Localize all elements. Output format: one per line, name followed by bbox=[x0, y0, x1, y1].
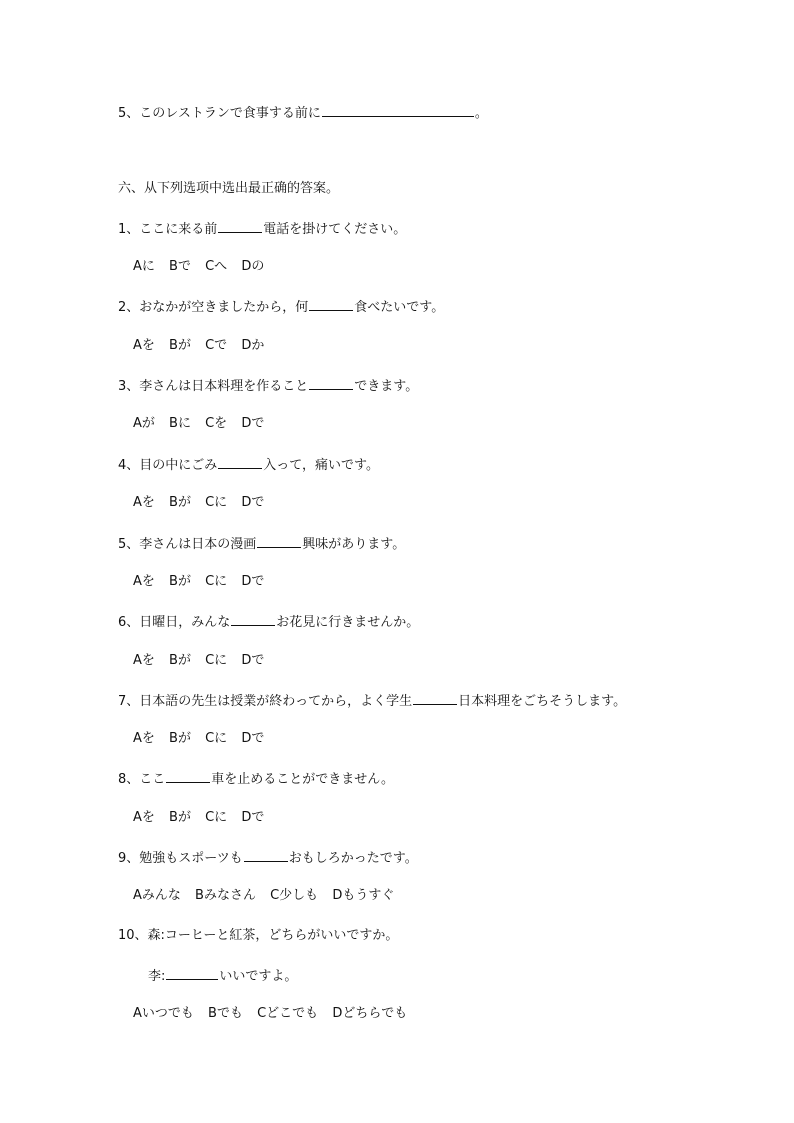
question-4: 4、目の中にごみ 入って，痛いです。 bbox=[118, 455, 379, 473]
option-a[interactable]: Aいつでも bbox=[133, 1006, 194, 1021]
question-3-options bbox=[133, 415, 274, 433]
option-b[interactable]: Bが bbox=[169, 338, 191, 353]
option-d[interactable]: Dの bbox=[241, 259, 265, 274]
question-5-previous: 5、このレストランで食事する前に 。 bbox=[118, 103, 488, 121]
answer-blank[interactable] bbox=[309, 297, 353, 311]
answer-blank[interactable] bbox=[309, 376, 353, 390]
answer-blank[interactable] bbox=[166, 769, 210, 783]
question-6-options bbox=[133, 652, 274, 670]
answer-blank[interactable] bbox=[322, 103, 474, 117]
answer-blank[interactable] bbox=[218, 219, 262, 233]
option-b[interactable]: Bが bbox=[169, 653, 191, 668]
option-d[interactable]: Dどちらでも bbox=[332, 1006, 408, 1021]
option-c[interactable]: Cへ bbox=[205, 259, 228, 274]
option-d[interactable]: Dで bbox=[241, 574, 265, 589]
option-c[interactable]: Cに bbox=[205, 574, 228, 589]
option-c[interactable]: C少しも bbox=[270, 888, 319, 903]
answer-blank[interactable] bbox=[413, 691, 457, 705]
question-1: 1、ここに来る前 電話を掛けてください。 bbox=[118, 219, 406, 237]
answer-blank[interactable] bbox=[231, 612, 275, 626]
question-10-options bbox=[133, 1005, 417, 1023]
question-7: 7、日本語の先生は授業が終わってから，よく学生 日本料理をごちそうします。 bbox=[118, 691, 626, 709]
option-b[interactable]: Bみなさん bbox=[195, 888, 256, 903]
question-9-options bbox=[133, 887, 404, 905]
option-b[interactable]: Bで bbox=[169, 259, 191, 274]
option-b[interactable]: Bが bbox=[169, 574, 191, 589]
answer-blank[interactable] bbox=[166, 966, 218, 980]
question-3: 3、李さんは日本料理を作ること できます。 bbox=[118, 376, 418, 394]
option-c[interactable]: Cに bbox=[205, 731, 228, 746]
option-d[interactable]: Dで bbox=[241, 653, 265, 668]
option-b[interactable]: Bが bbox=[169, 731, 191, 746]
question-5-options bbox=[133, 573, 274, 591]
option-d[interactable]: Dか bbox=[241, 338, 265, 353]
answer-blank[interactable] bbox=[244, 848, 288, 862]
option-a[interactable]: Aみんな bbox=[133, 888, 181, 903]
question-8-options bbox=[133, 809, 274, 827]
option-d[interactable]: Dで bbox=[241, 495, 265, 510]
option-c[interactable]: Cどこでも bbox=[257, 1006, 319, 1021]
option-d[interactable]: Dで bbox=[241, 731, 265, 746]
option-a[interactable]: Aを bbox=[133, 731, 155, 746]
option-b[interactable]: Bが bbox=[169, 495, 191, 510]
answer-blank[interactable] bbox=[218, 455, 262, 469]
option-c[interactable]: Cで bbox=[205, 338, 228, 353]
question-1-options bbox=[133, 258, 274, 276]
option-a[interactable]: Aを bbox=[133, 810, 155, 825]
question-2-options bbox=[133, 337, 274, 355]
option-a[interactable]: Aを bbox=[133, 653, 155, 668]
question-9: 9、勉強もスポーツも おもしろかったです。 bbox=[118, 848, 418, 866]
option-c[interactable]: Cに bbox=[205, 810, 228, 825]
question-5: 5、李さんは日本の漫画 興味があります。 bbox=[118, 534, 405, 552]
question-4-options bbox=[133, 494, 274, 512]
question-6: 6、日曜日，みんな お花見に行きませんか。 bbox=[118, 612, 419, 630]
option-a[interactable]: Aを bbox=[133, 574, 155, 589]
option-d[interactable]: Dで bbox=[241, 416, 265, 431]
option-b[interactable]: Bが bbox=[169, 810, 191, 825]
option-a[interactable]: Aが bbox=[133, 416, 155, 431]
option-c[interactable]: Cに bbox=[205, 653, 228, 668]
question-8: 8、ここ 車を止めることができません。 bbox=[118, 769, 394, 787]
answer-blank[interactable] bbox=[257, 534, 301, 548]
question-10: 10、森:コーヒーと紅茶，どちらがいいですか。 bbox=[118, 928, 399, 943]
option-b[interactable]: Bでも bbox=[208, 1006, 243, 1021]
option-a[interactable]: Aに bbox=[133, 259, 155, 274]
option-d[interactable]: Dで bbox=[241, 810, 265, 825]
section-6-title: 六、从下列选项中选出最正确的答案。 bbox=[118, 181, 340, 196]
option-a[interactable]: Aを bbox=[133, 495, 155, 510]
question-10-reply: 李: いいですよ。 bbox=[148, 966, 297, 984]
option-a[interactable]: Aを bbox=[133, 338, 155, 353]
option-b[interactable]: Bに bbox=[169, 416, 191, 431]
question-7-options bbox=[133, 730, 274, 748]
question-2: 2、おなかが空きましたから，何 食べたいです。 bbox=[118, 297, 444, 315]
option-d[interactable]: Dもうすぐ bbox=[332, 888, 395, 903]
option-c[interactable]: Cに bbox=[205, 495, 228, 510]
option-c[interactable]: Cを bbox=[205, 416, 228, 431]
